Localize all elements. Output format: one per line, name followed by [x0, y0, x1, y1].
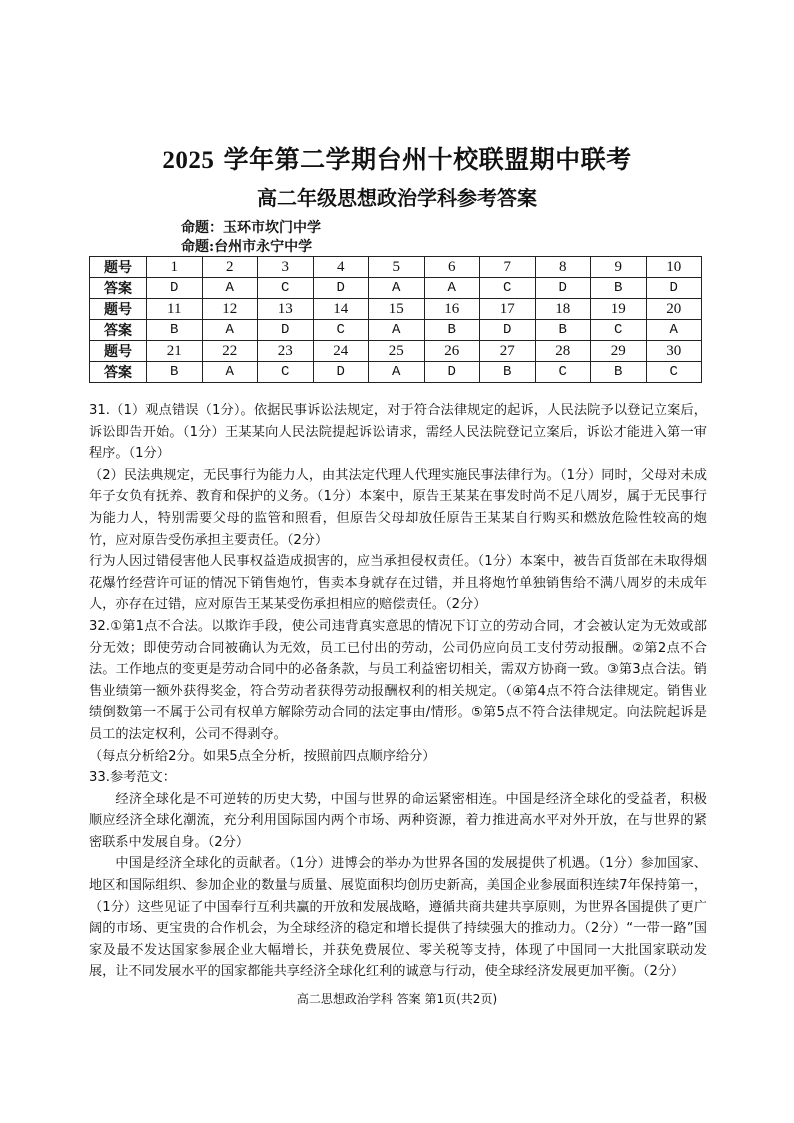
question-number-cell: 9	[591, 257, 647, 278]
question-number-cell: 6	[424, 257, 480, 278]
answer-cell: D	[535, 278, 591, 299]
q31-part1: 31.（1）观点错误（1分）。依据民事诉讼法规定，对于符合法律规定的起诉，人民法院予以登记立案后，诉讼即告开始。（1分）王某某向人民法院提起诉讼请求，需经人民法院登记立案后，诉讼才能进入第一审程序。（1分）	[89, 403, 707, 462]
q32-scoring-note: （每点分析给2分。如果5点全分析，按照前四点顺序给分）	[89, 748, 436, 764]
answer-cell: C	[535, 362, 591, 383]
answer-cell: D	[258, 320, 314, 341]
answer-cell: D	[313, 278, 369, 299]
question-number-cell: 17	[480, 299, 536, 320]
answer-cell: A	[369, 362, 425, 383]
answer-cell: B	[480, 362, 536, 383]
question-number-cell: 22	[202, 341, 258, 362]
answer-cell: C	[646, 362, 702, 383]
question-number-cell: 13	[258, 299, 314, 320]
document-subtitle: 高二年级思想政治学科参考答案	[257, 186, 537, 210]
question-number-cell: 26	[424, 341, 480, 362]
question-number-cell: 7	[480, 257, 536, 278]
author-line-2: 命题:台州市永宁中学	[181, 239, 313, 255]
question-number-cell: 18	[535, 299, 591, 320]
answer-cell: A	[424, 278, 480, 299]
answer-cell: C	[480, 278, 536, 299]
question-number-cell: 28	[535, 341, 591, 362]
question-number-cell: 5	[369, 257, 425, 278]
answer-cell: B	[424, 320, 480, 341]
question-number-cell: 16	[424, 299, 480, 320]
q33-paragraph-2: 中国是经济全球化的贡献者。（1分）进博会的举办为世界各国的发展提供了机遇。（1分）参加国家、地区和国际组织、参加企业的数量与质量、展览面积均创历史新高，美国企业参展面积连续7年保持第一，（1分）这些见证了中国奉行互利共赢的开放和发展战略，遵循共商共建共享原则，为世界各国提供了更广阔的市场、更宝贵的合作机会，为全球经济的稳定和增长提供了持续强大的推动力。（2分）“一带一路”国家及最不发达国家参展企业大幅增长，并获免费展位、零关税等支持，体现了中国同一大批国家联动发展，让不同发展水平的国家都能共享经济全球化红利的诚意与行动，使全球经济发展更加平衡。（2分）	[89, 856, 707, 980]
answer-cell: A	[646, 320, 702, 341]
answer-row	[90, 362, 702, 383]
answer-body	[89, 400, 707, 983]
question-number-cell: 8	[535, 257, 591, 278]
answer-row	[90, 320, 702, 341]
question-number-cell: 20	[646, 299, 702, 320]
question-number-cell: 25	[369, 341, 425, 362]
answer-cell: B	[147, 362, 203, 383]
q33-paragraph-1: 经济全球化是不可逆转的历史大势，中国与世界的命运紧密相连。中国是经济全球化的受益者，积极顺应经济全球化潮流，充分利用国际国内两个市场、两种资源，着力推进高水平对外开放，在与世界的紧密联系中发展自身。（2分）	[89, 791, 707, 850]
answer-cell: C	[258, 362, 314, 383]
answer-cell: A	[202, 362, 258, 383]
question-number-cell: 14	[313, 299, 369, 320]
question-number-cell: 29	[591, 341, 647, 362]
answer-label: 答案	[90, 320, 147, 341]
question-number-cell: 12	[202, 299, 258, 320]
document-title	[0, 140, 794, 176]
question-number-cell: 24	[313, 341, 369, 362]
q31-part2: （2）民法典规定，无民事行为能力人，由其法定代理人代理实施民事法律行为。（1分）同时，父母对未成年子女负有抚养、教育和保护的义务。（1分）本案中，原告王某某在事发时尚不足八周岁，属于无民事行为能力人，特别需要父母的监管和照看，但原告父母却放任原告王某某自行购买和燃放危险性较高的炮竹，应对原告受伤承担主要责任。（2分）	[89, 467, 707, 548]
question-number-cell: 27	[480, 341, 536, 362]
answer-cell: A	[202, 320, 258, 341]
answer-cell: D	[646, 278, 702, 299]
question-number-cell: 10	[646, 257, 702, 278]
answer-cell: B	[147, 320, 203, 341]
question-number-cell: 19	[591, 299, 647, 320]
answer-cell: B	[591, 278, 647, 299]
question-number-row	[90, 299, 702, 320]
question-number-cell: 21	[147, 341, 203, 362]
answer-cell: D	[147, 278, 203, 299]
question-number-row	[90, 257, 702, 278]
answer-cell: C	[313, 320, 369, 341]
answer-row	[90, 278, 702, 299]
answer-cell: C	[258, 278, 314, 299]
answer-cell: B	[591, 362, 647, 383]
question-number-cell: 23	[258, 341, 314, 362]
answer-cell: A	[202, 278, 258, 299]
q32-answer: 32.①第1点不合法。以欺诈手段，使公司违背真实意思的情况下订立的劳动合同，才会被认定为无效或部分无效；即使劳动合同被确认为无效，员工已付出的劳动，公司仍应向员工支付劳动报酬。②第2点不合法。工作地点的变更是劳动合同中的必备条款，与员工利益密切相关，需双方协商一致。③第3点合法。销售业绩第一额外获得奖金，符合劳动者获得劳动报酬权利的相关规定。（④第4点不符合法律规定。销售业绩倒数第一不属于公司有权单方解除劳动合同的法定事由/情形。⑤第5点不符合法律规定。向法院起诉是员工的法定权利，公司不得剥夺。	[89, 618, 707, 742]
question-number-cell: 4	[313, 257, 369, 278]
answer-label: 答案	[90, 278, 147, 299]
question-number-label: 题号	[90, 299, 147, 320]
answer-cell: D	[424, 362, 480, 383]
q33-heading: 33.参考范文：	[89, 770, 176, 786]
question-number-label: 题号	[90, 257, 147, 278]
answer-cell: C	[591, 320, 647, 341]
q31-part2-continued: 行为人因过错侵害他人民事权益造成损害的，应当承担侵权责任。（1分）本案中，被告百货部在未取得烟花爆竹经营许可证的情况下销售炮竹，售卖本身就存在过错，并且将炮竹单独销售给不满八周岁的未成年人，亦存在过错，应对原告王某某受伤承担相应的赔偿责任。（2分）	[89, 554, 707, 613]
title-year: 2025	[162, 147, 215, 174]
page-footer: 高二思想政治学科 答案 第1页(共2页)	[296, 992, 498, 1006]
question-number-cell: 30	[646, 341, 702, 362]
author-line-1: 命题：玉环市坎门中学	[181, 220, 321, 236]
answer-cell: D	[480, 320, 536, 341]
question-number-row	[90, 341, 702, 362]
question-number-cell: 3	[258, 257, 314, 278]
answer-cell: A	[369, 320, 425, 341]
answer-cell: D	[313, 362, 369, 383]
question-number-cell: 1	[147, 257, 203, 278]
answer-cell: B	[535, 320, 591, 341]
question-number-cell: 11	[147, 299, 203, 320]
answer-table	[89, 256, 702, 383]
title-text: 学年第二学期台州十校联盟期中联考	[223, 145, 632, 174]
answer-label: 答案	[90, 362, 147, 383]
question-number-label: 题号	[90, 341, 147, 362]
answer-cell: A	[369, 278, 425, 299]
question-number-cell: 15	[369, 299, 425, 320]
question-number-cell: 2	[202, 257, 258, 278]
